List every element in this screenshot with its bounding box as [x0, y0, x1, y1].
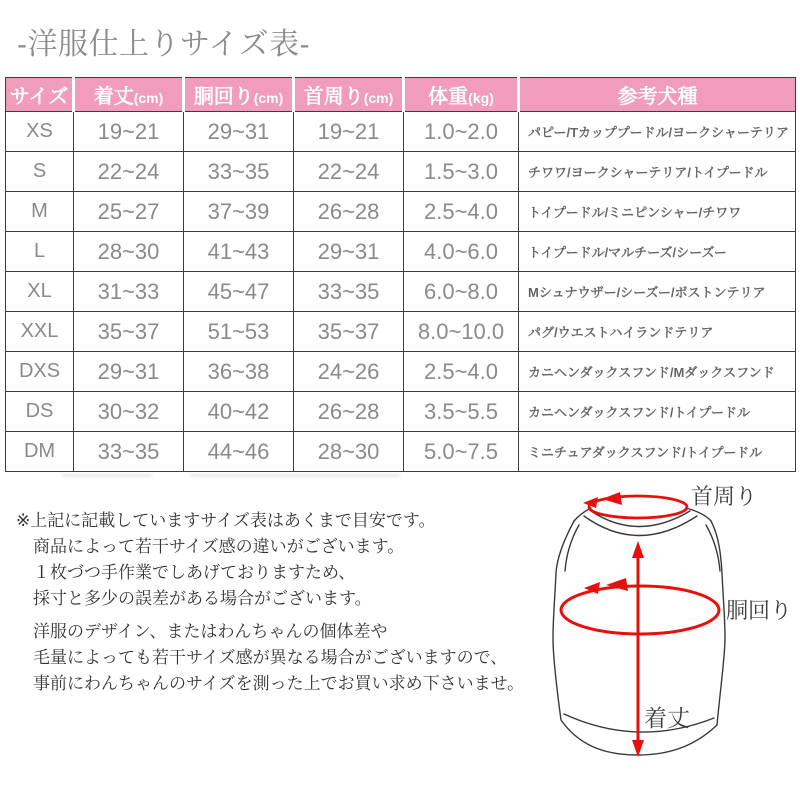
body-length-cell: 31~33	[74, 272, 184, 312]
neck-arrowhead	[602, 492, 622, 505]
table-header-row	[6, 78, 796, 112]
neck-cell: 26~28	[294, 192, 404, 232]
note-line: 洋服のデザイン、またはわんちゃんの個体差や	[33, 622, 388, 641]
girth-cell: 45~47	[184, 272, 294, 312]
breeds-cell: パグ/ウエストハイランドテリア	[519, 312, 796, 352]
header-neck: 首周り(cm)	[294, 78, 404, 112]
body-length-cell: 33~35	[74, 432, 184, 472]
neck-label: 首周り	[691, 484, 758, 509]
neck-cell: 35~37	[294, 312, 404, 352]
size-cell: L	[6, 232, 74, 272]
size-cell: S	[6, 152, 74, 192]
neck-cell: 33~35	[294, 272, 404, 312]
measurement-marks	[561, 492, 719, 757]
weight-cell: 6.0~8.0	[404, 272, 519, 312]
breeds-cell: トイプードル/ミニピンシャー/チワワ	[519, 192, 796, 232]
note-line: 採寸と多少の誤差がある場合がございます。	[33, 589, 372, 608]
weight-cell: 1.5~3.0	[404, 152, 519, 192]
dog-shirt-illustration	[540, 478, 800, 800]
weight-cell: 2.5~4.0	[404, 192, 519, 232]
size-cell: XXL	[6, 312, 74, 352]
neck-cell: 29~31	[294, 232, 404, 272]
header-girth: 胴回り(cm)	[184, 78, 294, 112]
body-length-cell: 29~31	[74, 352, 184, 392]
table-row	[6, 312, 796, 352]
size-cell: DM	[6, 432, 74, 472]
table-row	[6, 392, 796, 432]
table-row	[6, 112, 796, 152]
neck-cell: 28~30	[294, 432, 404, 472]
scan-artifact	[190, 474, 400, 477]
breeds-cell: ミニチュアダックスフンド/トイプードル	[519, 432, 796, 472]
girth-cell: 41~43	[184, 232, 294, 272]
breeds-cell: チワワ/ヨークシャーテリア/トイプードル	[519, 152, 796, 192]
body-length-cell: 30~32	[74, 392, 184, 432]
page-title: -洋服仕上りサイズ表-	[17, 28, 311, 61]
girth-cell: 36~38	[184, 352, 294, 392]
length-arrowhead-top	[632, 541, 644, 558]
body-length-cell: 35~37	[74, 312, 184, 352]
neck-cell: 19~21	[294, 112, 404, 152]
header-body-length: 着丈(cm)	[74, 78, 184, 112]
breeds-cell: パピー/Tカッププードル/ヨークシャーテリア	[519, 112, 796, 152]
breeds-cell: トイプードル/マルチーズ/シーズー	[519, 232, 796, 272]
header-breeds: 参考犬種	[519, 78, 796, 112]
note-line: 商品によって若干サイズ感の違いがございます。	[33, 537, 405, 556]
size-cell: M	[6, 192, 74, 232]
table-row	[6, 192, 796, 232]
breeds-cell: カニヘンダックスフンド/トイプードル	[519, 392, 796, 432]
neck-cell: 24~26	[294, 352, 404, 392]
scan-artifact	[62, 474, 152, 477]
size-notes	[16, 508, 524, 697]
weight-cell: 4.0~6.0	[404, 232, 519, 272]
note-line: ※上記に記載していますサイズ表はあくまで目安です。	[16, 511, 436, 530]
weight-cell: 3.5~5.5	[404, 392, 519, 432]
weight-cell: 5.0~7.5	[404, 432, 519, 472]
girth-cell: 44~46	[184, 432, 294, 472]
table-row	[6, 432, 796, 472]
girth-measure-ellipse	[561, 586, 719, 634]
size-cell: DS	[6, 392, 74, 432]
table-row	[6, 352, 796, 392]
weight-cell: 2.5~4.0	[404, 352, 519, 392]
table-row	[6, 152, 796, 192]
weight-cell: 1.0~2.0	[404, 112, 519, 152]
size-cell: XL	[6, 272, 74, 312]
note-line: １枚づつ手作業でしあげておりますため、	[33, 563, 356, 582]
size-table	[5, 77, 796, 472]
neck-cell: 22~24	[294, 152, 404, 192]
table-row	[6, 232, 796, 272]
body-length-cell: 28~30	[74, 232, 184, 272]
weight-cell: 8.0~10.0	[404, 312, 519, 352]
size-cell: DXS	[6, 352, 74, 392]
length-label: 着丈	[644, 705, 690, 731]
breeds-cell: Mシュナウザー/シーズー/ボストンテリア	[519, 272, 796, 312]
body-length-cell: 19~21	[74, 112, 184, 152]
size-cell: XS	[6, 112, 74, 152]
neck-cell: 26~28	[294, 392, 404, 432]
girth-cell: 37~39	[184, 192, 294, 232]
body-length-cell: 22~24	[74, 152, 184, 192]
note-line: 毛量によっても若干サイズ感が異なる場合がございますので、	[33, 648, 508, 667]
girth-cell: 40~42	[184, 392, 294, 432]
girth-cell: 51~53	[184, 312, 294, 352]
measurement-diagram	[540, 478, 800, 800]
body-length-cell: 25~27	[74, 192, 184, 232]
girth-label: 胴回り	[726, 598, 793, 623]
table-row	[6, 272, 796, 312]
header-weight: 体重(kg)	[404, 78, 519, 112]
girth-cell: 33~35	[184, 152, 294, 192]
girth-cell: 29~31	[184, 112, 294, 152]
breeds-cell: カニヘンダックスフンド/Mダックスフンド	[519, 352, 796, 392]
header-size: サイズ	[6, 78, 74, 112]
note-line: 事前にわんちゃんのサイズを測った上でお買い求め下さいませ。	[33, 674, 525, 693]
